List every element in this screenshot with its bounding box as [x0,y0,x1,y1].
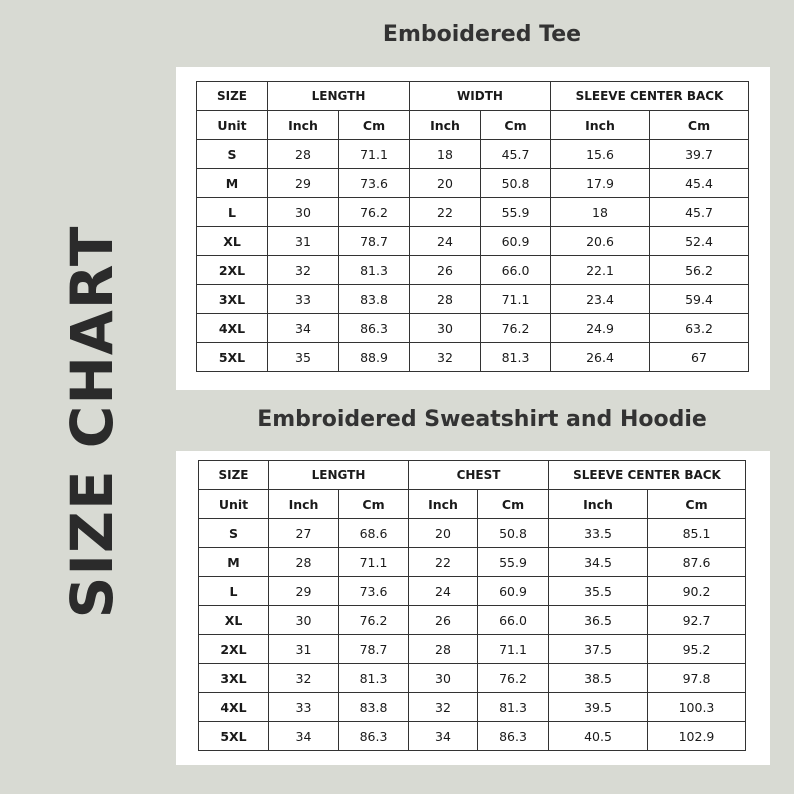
measurement-cell: 83.8 [339,285,410,314]
measurement-cell: 63.2 [650,314,749,343]
tee-section-title: Emboidered Tee [382,22,582,47]
measurement-cell: 24 [409,577,478,606]
table-row [199,606,746,635]
unit-cell: Unit [199,490,269,519]
measurement-cell: 78.7 [339,635,409,664]
size-cell: XL [197,227,268,256]
table-row [197,343,749,372]
table-row [197,169,749,198]
tee-size-panel [176,67,770,390]
unit-cell: Inch [269,490,339,519]
unit-cell: Inch [551,111,650,140]
table-row [197,314,749,343]
measurement-cell: 28 [409,635,478,664]
measurement-cell: 76.2 [481,314,551,343]
measurement-cell: 45.4 [650,169,749,198]
measurement-cell: 55.9 [481,198,551,227]
table-row [197,140,749,169]
measurement-cell: 35 [268,343,339,372]
measurement-cell: 26.4 [551,343,650,372]
table-row [197,198,749,227]
measurement-cell: 33 [269,693,339,722]
measurement-cell: 55.9 [478,548,549,577]
measurement-cell: 32 [409,693,478,722]
measurement-cell: 29 [269,577,339,606]
table-row [199,693,746,722]
measurement-cell: 81.3 [478,693,549,722]
size-cell: 3XL [197,285,268,314]
measurement-cell: 90.2 [648,577,746,606]
measurement-cell: 28 [268,140,339,169]
column-header: LENGTH [269,461,409,490]
measurement-cell: 33 [268,285,339,314]
measurement-cell: 24.9 [551,314,650,343]
table-row [199,635,746,664]
size-cell: M [199,548,269,577]
measurement-cell: 78.7 [339,227,410,256]
table-row [199,519,746,548]
column-header: SLEEVE CENTER BACK [551,82,749,111]
measurement-cell: 22 [409,548,478,577]
side-title-text: SIZE CHART [58,225,126,619]
measurement-cell: 76.2 [339,606,409,635]
measurement-cell: 71.1 [481,285,551,314]
unit-cell: Unit [197,111,268,140]
measurement-cell: 20 [409,519,478,548]
measurement-cell: 100.3 [648,693,746,722]
measurement-cell: 26 [410,256,481,285]
unit-cell: Cm [481,111,551,140]
size-cell: 4XL [197,314,268,343]
measurement-cell: 71.1 [339,548,409,577]
measurement-cell: 50.8 [478,519,549,548]
size-cell: 3XL [199,664,269,693]
measurement-cell: 45.7 [650,198,749,227]
size-cell: XL [199,606,269,635]
sweatshirt-size-panel [176,451,770,765]
header-row [197,82,749,111]
measurement-cell: 85.1 [648,519,746,548]
measurement-cell: 86.3 [339,722,409,751]
table-row [199,577,746,606]
table-row [197,227,749,256]
measurement-cell: 102.9 [648,722,746,751]
column-header: LENGTH [268,82,410,111]
measurement-cell: 95.2 [648,635,746,664]
size-cell: 2XL [199,635,269,664]
measurement-cell: 34 [409,722,478,751]
measurement-cell: 23.4 [551,285,650,314]
column-header: SIZE [197,82,268,111]
unit-cell: Inch [268,111,339,140]
measurement-cell: 31 [269,635,339,664]
measurement-cell: 59.4 [650,285,749,314]
measurement-cell: 88.9 [339,343,410,372]
measurement-cell: 66.0 [478,606,549,635]
measurement-cell: 39.5 [549,693,648,722]
measurement-cell: 27 [269,519,339,548]
sweatshirt-section-title: Embroidered Sweatshirt and Hoodie [257,407,707,432]
measurement-cell: 76.2 [478,664,549,693]
measurement-cell: 18 [551,198,650,227]
unit-cell: Inch [549,490,648,519]
column-header: CHEST [409,461,549,490]
measurement-cell: 32 [269,664,339,693]
measurement-cell: 33.5 [549,519,648,548]
measurement-cell: 81.3 [339,256,410,285]
table-row [199,664,746,693]
measurement-cell: 32 [268,256,339,285]
measurement-cell: 76.2 [339,198,410,227]
size-cell: L [199,577,269,606]
unit-row [197,111,749,140]
measurement-cell: 31 [268,227,339,256]
measurement-cell: 73.6 [339,169,410,198]
measurement-cell: 81.3 [339,664,409,693]
measurement-cell: 60.9 [478,577,549,606]
unit-cell: Cm [339,111,410,140]
measurement-cell: 68.6 [339,519,409,548]
measurement-cell: 50.8 [481,169,551,198]
measurement-cell: 45.7 [481,140,551,169]
size-cell: 5XL [197,343,268,372]
table-row [199,722,746,751]
measurement-cell: 22 [410,198,481,227]
measurement-cell: 66.0 [481,256,551,285]
measurement-cell: 20.6 [551,227,650,256]
size-cell: M [197,169,268,198]
measurement-cell: 32 [410,343,481,372]
tee-size-table [196,81,749,372]
measurement-cell: 83.8 [339,693,409,722]
measurement-cell: 87.6 [648,548,746,577]
measurement-cell: 60.9 [481,227,551,256]
measurement-cell: 22.1 [551,256,650,285]
measurement-cell: 34.5 [549,548,648,577]
measurement-cell: 24 [410,227,481,256]
measurement-cell: 29 [268,169,339,198]
measurement-cell: 18 [410,140,481,169]
size-cell: 5XL [199,722,269,751]
size-cell: 2XL [197,256,268,285]
measurement-cell: 28 [410,285,481,314]
size-cell: 4XL [199,693,269,722]
unit-cell: Inch [409,490,478,519]
sweatshirt-size-table [198,460,746,751]
measurement-cell: 40.5 [549,722,648,751]
header-row [199,461,746,490]
column-header: WIDTH [410,82,551,111]
table-row [199,548,746,577]
measurement-cell: 86.3 [339,314,410,343]
measurement-cell: 92.7 [648,606,746,635]
measurement-cell: 30 [409,664,478,693]
measurement-cell: 39.7 [650,140,749,169]
unit-cell: Inch [410,111,481,140]
measurement-cell: 15.6 [551,140,650,169]
measurement-cell: 26 [409,606,478,635]
column-header: SLEEVE CENTER BACK [549,461,746,490]
column-header: SIZE [199,461,269,490]
measurement-cell: 73.6 [339,577,409,606]
table-row [197,256,749,285]
unit-cell: Cm [339,490,409,519]
measurement-cell: 34 [269,722,339,751]
measurement-cell: 67 [650,343,749,372]
measurement-cell: 52.4 [650,227,749,256]
measurement-cell: 56.2 [650,256,749,285]
measurement-cell: 97.8 [648,664,746,693]
measurement-cell: 38.5 [549,664,648,693]
size-cell: L [197,198,268,227]
unit-cell: Cm [478,490,549,519]
measurement-cell: 20 [410,169,481,198]
measurement-cell: 30 [268,198,339,227]
measurement-cell: 71.1 [478,635,549,664]
measurement-cell: 34 [268,314,339,343]
measurement-cell: 28 [269,548,339,577]
measurement-cell: 30 [410,314,481,343]
table-row [197,285,749,314]
measurement-cell: 81.3 [481,343,551,372]
unit-row [199,490,746,519]
measurement-cell: 86.3 [478,722,549,751]
measurement-cell: 30 [269,606,339,635]
measurement-cell: 17.9 [551,169,650,198]
size-cell: S [199,519,269,548]
measurement-cell: 71.1 [339,140,410,169]
measurement-cell: 36.5 [549,606,648,635]
size-cell: S [197,140,268,169]
measurement-cell: 35.5 [549,577,648,606]
unit-cell: Cm [648,490,746,519]
unit-cell: Cm [650,111,749,140]
measurement-cell: 37.5 [549,635,648,664]
